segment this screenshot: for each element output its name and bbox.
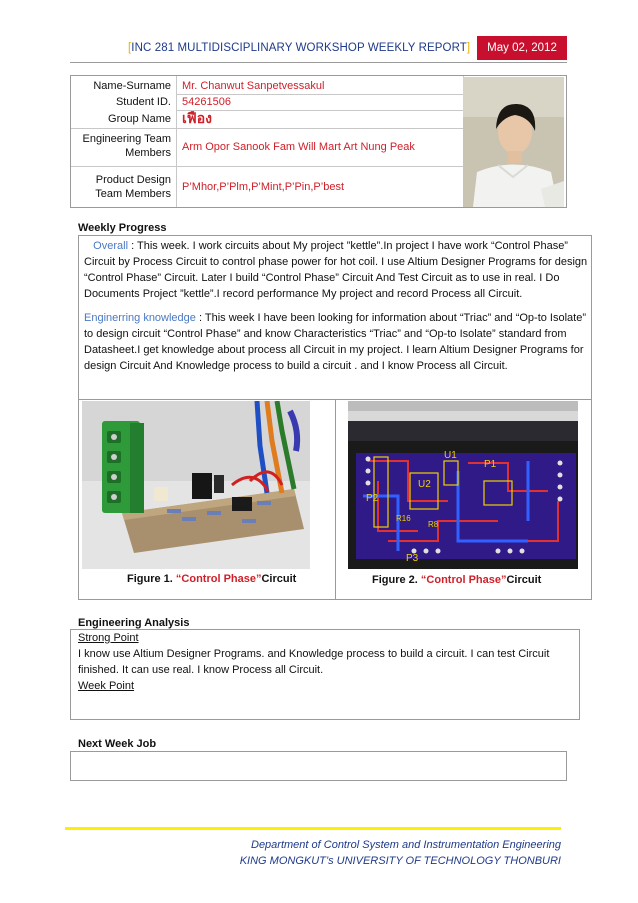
- student-photo: [463, 77, 564, 207]
- pcb-label-p1: P1: [484, 459, 497, 470]
- figure-2-caption: Figure 2. “Control Phase”Circuit: [372, 574, 542, 586]
- report-title: [INC 281 MULTIDISCIPLINARY WORKSHOP WEEKLY REPORT]: [128, 42, 471, 54]
- group-label: Group Name: [108, 113, 171, 125]
- footer-university: KING MONGKUT’s UNIVERSITY OF TECHNOLOGY THONBURI: [239, 855, 561, 867]
- engineering-analysis-title: Engineering Analysis: [78, 617, 190, 629]
- engineering-team-label: Engineering Team Members: [82, 133, 171, 159]
- group-value: เฟือง: [182, 110, 212, 126]
- overall-paragraph: Overall : This week. I work circuits about My project ”kettle”.In project I have work “Control Phase” Circuit by Process Circuit to control phase power for hot coil. I use Altium Designer Programs for design “Control Phase” Circuit. Later I build “Control Phase” Circuit And Test Circuit as to use in real. I Do Documents Project ”kettle”.I record performance My project and record Process all Circuit.: [84, 240, 588, 300]
- circuit-board-photo: [82, 401, 310, 569]
- footer-department: Department of Control System and Instrumentation Engineering: [251, 839, 561, 851]
- engineering-team-value: Arm Opor Sanook Fam Will Mart Art Nung Peak: [182, 141, 415, 153]
- student-photo-illustration: [463, 77, 564, 207]
- pcb-label-p2: P2: [366, 493, 379, 504]
- engineering-analysis-text: Strong Point I know use Altium Designer Programs. and Knowledge process to build a circuit. I can test Circuit finished. It can use real. I know Process all Circuit. Week Point: [78, 632, 550, 692]
- figure-1-caption: Figure 1. “Control Phase”Circuit: [127, 573, 297, 585]
- pcb-label-r16: R16: [396, 514, 411, 523]
- next-week-job-title: Next Week Job: [78, 738, 157, 750]
- overall-label: Overall: [93, 240, 129, 252]
- header-divider: [70, 62, 567, 63]
- pcb-label-u1: U1: [444, 450, 457, 461]
- student-id-value: 54261506: [182, 96, 231, 108]
- pcb-label-u2: U2: [418, 479, 431, 490]
- strong-point-label: Strong Point: [78, 632, 139, 644]
- figure-2-image: [348, 401, 578, 569]
- pcb-label-p3: P3: [406, 553, 419, 564]
- pcb-label-r8: R8: [428, 520, 439, 529]
- next-week-job-box: [70, 751, 567, 781]
- engineering-knowledge-paragraph: Enginerring knowledge : This week I have been looking for information about “Triac” and “Op-to Isolate” to design circuit “Control Phase” and know Characteristics “Triac” and “Op-to Isolate” standard from Datasheet.I get knowledge about process all Circuit in my project. I learn Altium Designer Programs for design Circuit And Knowledge process to build a circuit . and I know Process all Circuit.: [84, 312, 587, 372]
- name-value: Mr. Chanwut Sanpetvessakul: [182, 80, 325, 92]
- figure-1-image: [82, 401, 310, 569]
- pcb-layout-screenshot: [348, 401, 578, 569]
- product-design-value: P’Mhor,P’Plm,P’Mint,P’Pin,P’best: [182, 181, 344, 193]
- weak-point-label: Week Point: [78, 680, 135, 692]
- engineering-knowledge-label: Enginerring knowledge: [84, 312, 196, 324]
- student-id-label: Student ID.: [115, 96, 171, 108]
- product-design-label: Product Design Team Members: [95, 174, 171, 200]
- report-date-badge: May 02, 2012: [477, 36, 567, 60]
- weekly-progress-title: Weekly Progress: [78, 222, 167, 234]
- name-label: Name-Surname: [93, 80, 171, 92]
- footer-divider: [65, 827, 561, 830]
